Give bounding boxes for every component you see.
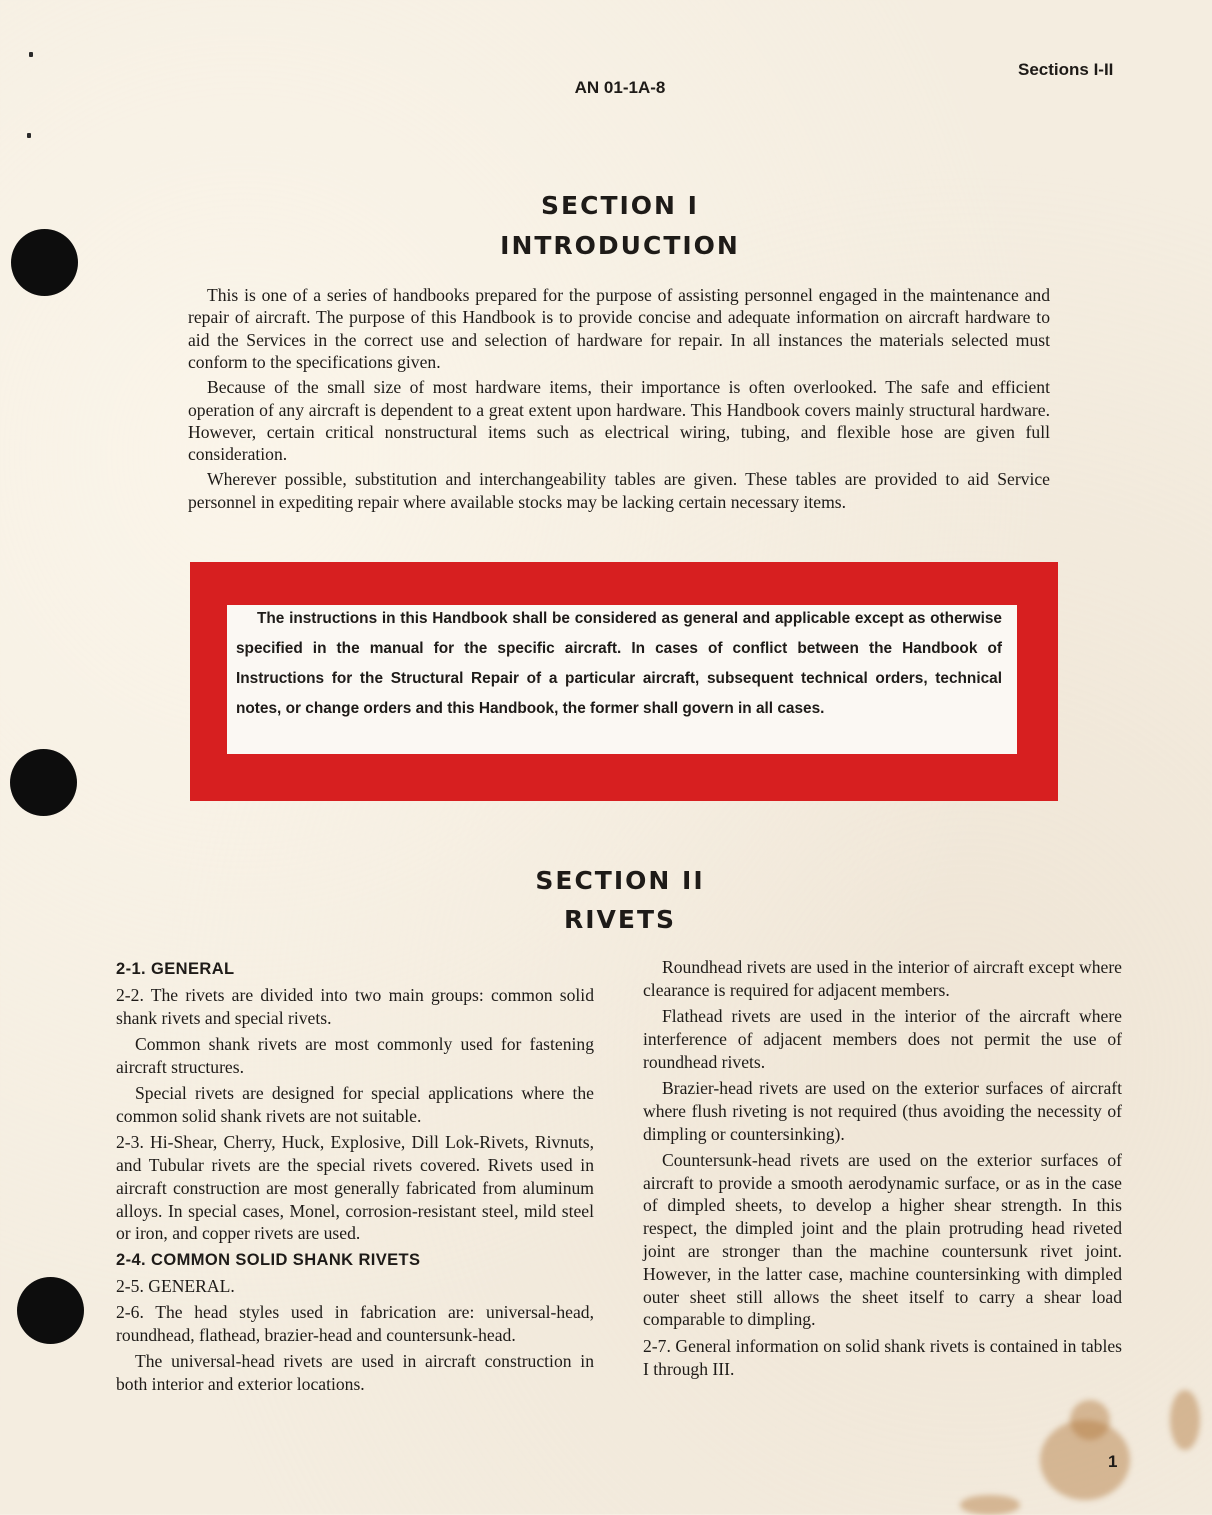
paragraph-common-shank: Common shank rivets are most commonly used for fastening aircraft structures.	[116, 1034, 594, 1077]
paragraph-2-7: 2-7. General information on solid shank rivets is contained in tables I through III.	[643, 1335, 1122, 1379]
notice-text: The instructions in this Handbook shall be considered as general and applicable except as otherwise specified in the manual for the specific aircraft. In cases of conflict between the Handbook of Instructions for the Structural Repair of a particular aircraft, subsequent technical orders, technical notes, or change orders and this Handbook, the former shall govern in all cases.	[236, 610, 1002, 717]
paragraph-2-3: 2-3. Hi-Shear, Cherry, Huck, Explosive, Dill Lok-Rivets, Rivnuts, and Tubular rivets are the special rivets covered. Rivets used in aircraft construction are most generally fabricated from aluminum alloys. In special cases, Monel, corrosion-resistant steel, mild steel or iron, and copper rivets are used.	[116, 1132, 594, 1244]
heading-2-1: 2-1. GENERAL	[116, 960, 235, 978]
binder-hole-middle	[10, 749, 77, 816]
speck-mark	[27, 133, 31, 138]
section2-subtitle: RIVETS	[563, 905, 677, 934]
paragraph-special-rivets: Special rivets are designed for special applications where the common solid shank rivets are not suitable.	[116, 1083, 594, 1126]
binder-hole-bottom	[17, 1277, 84, 1344]
paragraph-flathead: Flathead rivets are used in the interior of the aircraft where interference of adjacent members does not permit the use of roundhead rivets.	[643, 1006, 1122, 1072]
speck-mark	[29, 52, 33, 57]
water-stain	[1170, 1390, 1200, 1450]
paragraph-roundhead: Roundhead rivets are used in the interior of aircraft except where clearance is required for adjacent members.	[643, 957, 1122, 1000]
section1-title: SECTION I	[541, 191, 699, 220]
page-number: 1	[1108, 1452, 1118, 1471]
sections-label: Sections I-II	[1018, 60, 1114, 79]
notice-panel	[227, 605, 1017, 754]
heading-2-4: 2-4. COMMON SOLID SHANK RIVETS	[116, 1250, 421, 1269]
right-column	[643, 956, 1122, 1384]
paragraph-countersunk-head: Countersunk-head rivets are used on the exterior surfaces of aircraft to provide a smooth aerodynamic surface, or as in the case of dimpled sheets, to develop a higher shear strength. In this respect, the dimpled joint and the plain protruding head riveted joint are stronger than the machine countersunk rivet joint. However, in the latter case, machine countersinking with dimpled outer sheet still allows the sheet itself to carry a shear load comparable to dimpling.	[643, 1149, 1122, 1330]
paragraph-2-5: 2-5. GENERAL.	[116, 1275, 235, 1296]
paragraph-brazier-head: Brazier-head rivets are used on the exterior surfaces of aircraft where flush riveting is not required (thus avoiding the necessity of dimpling or countersinking).	[643, 1077, 1122, 1144]
section2-title: SECTION II	[535, 866, 705, 895]
intro-paragraph: This is one of a series of handbooks prepared for the purpose of assisting personnel engaged in the maintenance and repair of aircraft. The purpose of this Handbook is to provide concise and adequate information on aircraft hardware to aid the Services in the correct use and selection of hardware for repair. In all instances the materials selected must conform to the specifications given.	[188, 285, 1050, 373]
left-column	[116, 958, 594, 1399]
notice-box	[190, 562, 1058, 801]
introduction-text	[188, 284, 1050, 516]
intro-paragraph: Wherever possible, substitution and interchangeability tables are given. These tables are provided to aid Service personnel in expediting repair where available stocks may be lacking certain necessary items.	[188, 469, 1050, 512]
water-stain	[1070, 1400, 1110, 1440]
paragraph-2-2: 2-2. The rivets are divided into two main groups: common solid shank rivets and special rivets.	[116, 985, 594, 1028]
paragraph-universal-head: The universal-head rivets are used in aircraft construction in both interior and exterior locations.	[116, 1351, 594, 1394]
water-stain	[960, 1495, 1020, 1515]
paragraph-2-6: 2-6. The head styles used in fabrication are: universal-head, roundhead, flathead, brazier-head and countersunk-head.	[116, 1302, 594, 1345]
intro-paragraph: Because of the small size of most hardware items, their importance is often overlooked. The safe and efficient operation of any aircraft is dependent to a great extent upon hardware. This Handbook covers mainly structural hardware. However, certain critical nonstructural items such as electrical wiring, tubing, and flexible hose are given full consideration.	[188, 377, 1050, 465]
document-number: AN 01-1A-8	[574, 78, 666, 97]
section1-subtitle: INTRODUCTION	[500, 231, 740, 260]
